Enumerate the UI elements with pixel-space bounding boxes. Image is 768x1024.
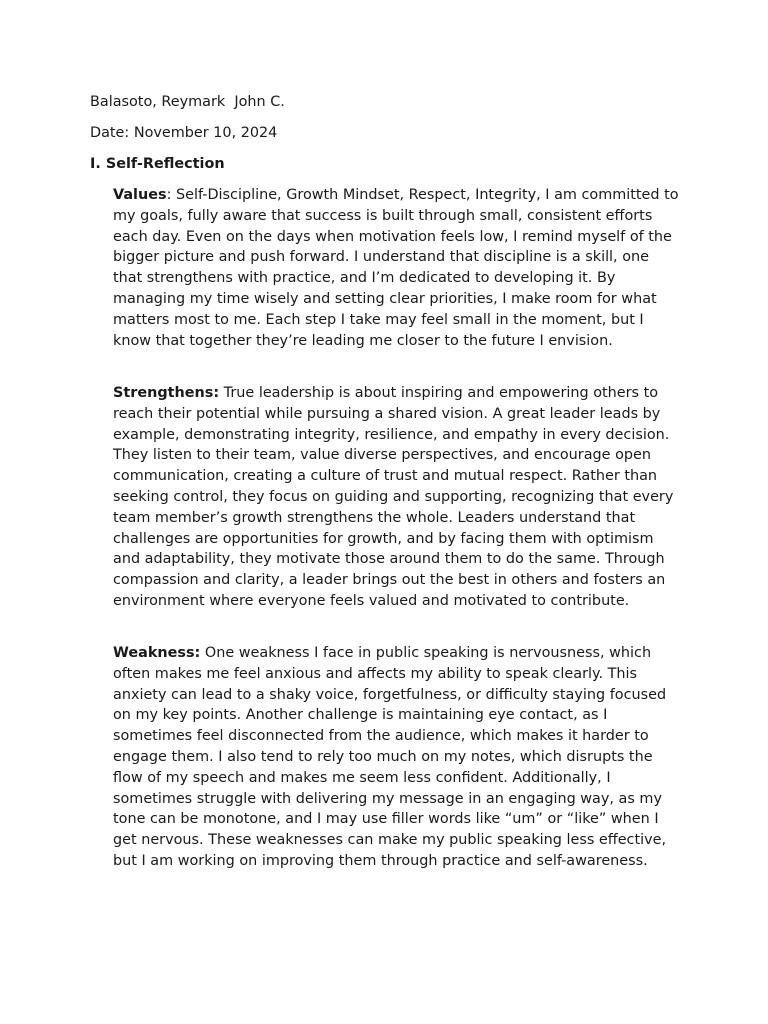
section-heading: I. Self-Reflection xyxy=(90,156,225,172)
weakness-paragraph xyxy=(113,643,679,872)
strengths-label: Strengthens: xyxy=(113,385,220,401)
values-paragraph xyxy=(113,185,679,351)
document-date: Date: November 10, 2024 xyxy=(90,125,278,141)
values-label: Values xyxy=(113,187,167,203)
weakness-text: One weakness I face in public speaking is nervousness, which often makes me feel anxious and affects my ability to speak clearly. This anxiety can lead to a shaky voice, forgetfulness, or difficulty staying focused on my key points. Another challenge is maintaining eye contact, as I sometimes feel disconnected from the audience, which makes it harder to engage them. I also tend to rely too much on my notes, which disrupts the flow of my speech and makes me seem less confident. Additionally, I sometimes struggle with delivering my message in an engaging way, as my tone can be monotone, and I may use filler words like “um” or “like” when I get nervous. These weaknesses can make my public speaking less effective, but I am working on improving them through practice and self-awareness. xyxy=(113,645,667,869)
weakness-label: Weakness: xyxy=(113,645,201,661)
values-text: : Self-Discipline, Growth Mindset, Respect, Integrity, I am committed to my goals, fully aware that success is built through small, consistent efforts each day. Even on the days when motivation feels low, I remind myself of the bigger picture and push forward. I understand that discipline is a skill, one that strengthens with practice, and I’m dedicated to developing it. By managing my time wisely and setting clear priorities, I make room for what matters most to me. Each step I take may feel small in the moment, but I know that together they’re leading me closer to the future I envision. xyxy=(113,187,679,349)
strengths-paragraph xyxy=(113,383,679,612)
strengths-text: True leadership is about inspiring and empowering others to reach their potential while pursuing a shared vision. A great leader leads by example, demonstrating integrity, resilience, and empathy in every decision. They listen to their team, value diverse perspectives, and encourage open communication, creating a culture of trust and mutual respect. Rather than seeking control, they focus on guiding and supporting, recognizing that every team member’s growth strengthens the whole. Leaders understand that challenges are opportunities for growth, and by facing them with optimism and adaptability, they motivate those around them to do the same. Through compassion and clarity, a leader brings out the best in others and fosters an environment where everyone feels valued and motivated to contribute. xyxy=(113,385,674,609)
author-name: Balasoto, Reymark John C. xyxy=(90,94,285,110)
